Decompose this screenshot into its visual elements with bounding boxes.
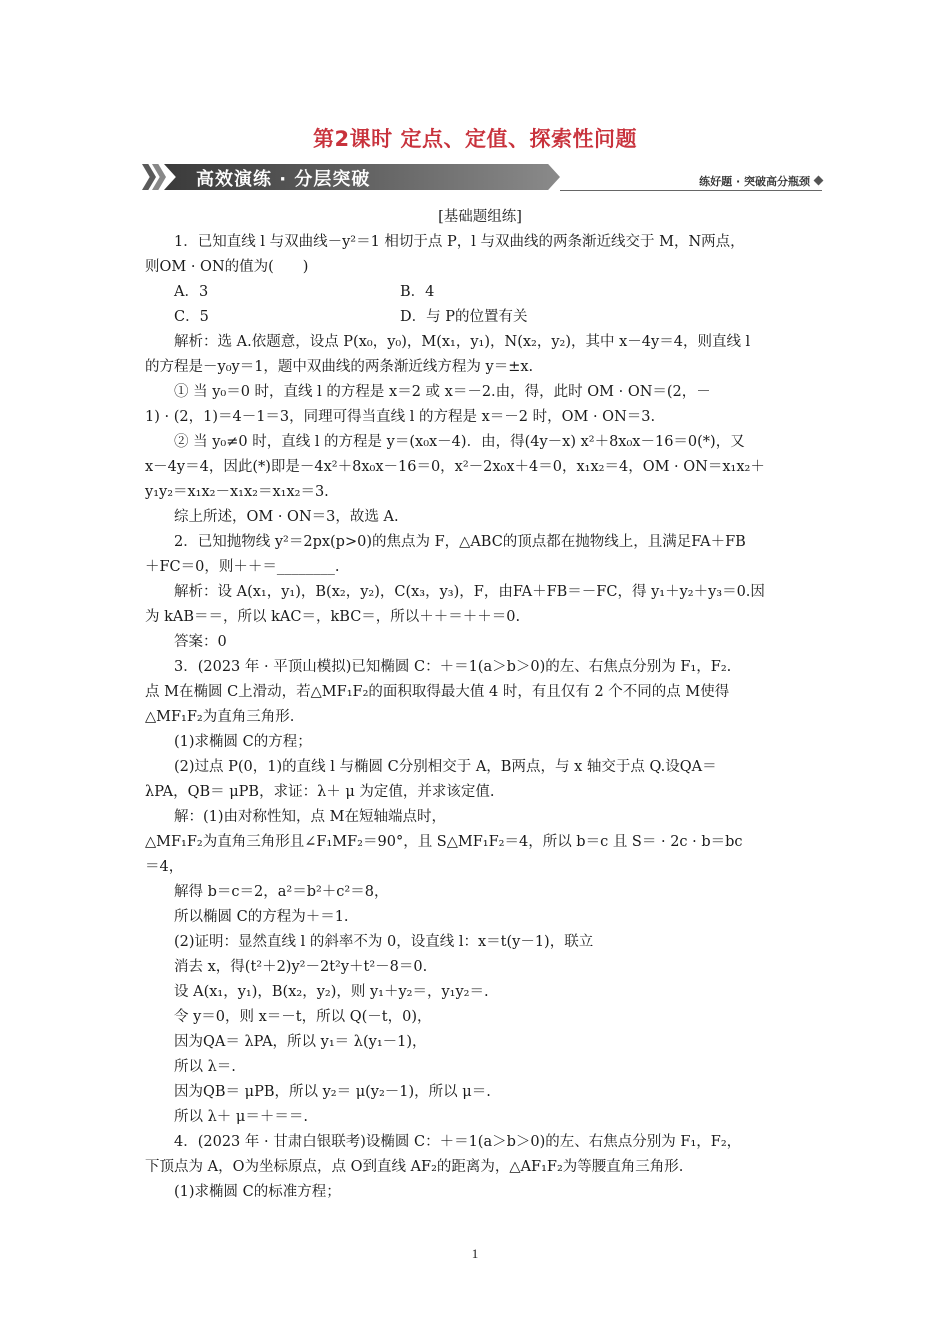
solution-line: 设 A(x₁，y₁)，B(x₂，y₂)，则 y₁＋y₂＝，y₁y₂＝. <box>174 984 489 1000</box>
question-1-options-row2 <box>145 305 815 330</box>
solution-line: ② 当 y₀≠0 时，直线 l 的方程是 y＝(x₀x－4)．由，得(4y－x) x²＋8x₀x－16＝0(*)，又 <box>174 434 745 450</box>
question-2-stem: 2．已知抛物线 y²＝2px(p>0)的焦点为 F，△ABC的顶点都在抛物线上，且满足FA＋FB <box>174 534 746 550</box>
option-c: C．5 <box>174 309 209 325</box>
question-3-stem-cont: △MF₁F₂为直角三角形. <box>145 709 295 725</box>
solution-line: ① 当 y₀＝0 时，直线 l 的方程是 x＝2 或 x＝－2.由，得，此时 OM · ON＝(2，－ <box>174 384 711 400</box>
solution-line: x－4y＝4，因此(*)即是－4x²＋8x₀x－16＝0，x²－2x₀x＋4＝0，x₁x₂＝4，OM · ON＝x₁x₂＋ <box>145 459 765 475</box>
solution-line: 因为QA＝ λPA，所以 y₁＝ λ(y₁－1)， <box>174 1034 427 1050</box>
solution-line: y₁y₂＝x₁x₂－x₁x₂＝x₁x₂＝3. <box>145 484 329 500</box>
chevron-decoration-icon <box>142 164 156 190</box>
section-banner <box>142 160 822 194</box>
solution-line: 因为QB＝ μPB，所以 y₂＝ μ(y₂－1)，所以 μ＝. <box>174 1084 491 1100</box>
answer-line: 答案：0 <box>174 634 227 650</box>
page-number: 1 <box>471 1246 479 1261</box>
question-4-stem-cont: 下顶点为 A，O为坐标原点，点 O到直线 AF₂的距离为，△AF₁F₂为等腰直角三角形. <box>145 1159 684 1175</box>
solution-line: 消去 x，得(t²＋2)y²－2t²y＋t²－8＝0. <box>174 959 428 975</box>
banner-rule <box>560 190 822 191</box>
diamond-icon <box>814 176 824 186</box>
option-d: D．与 P的位置有关 <box>400 309 528 325</box>
solution-line: 令 y＝0，则 x＝－t，所以 Q(－t，0)， <box>174 1009 432 1025</box>
solution-line: 所以椭圆 C的方程为＋＝1. <box>174 909 349 925</box>
question-4-stem: 4．(2023 年 · 甘肃白银联考)设椭圆 C：＋＝1(a＞b＞0)的左、右焦点分别为 F₁，F₂， <box>174 1134 742 1150</box>
solution-line: 综上所述，OM · ON＝3，故选 A. <box>174 509 399 525</box>
solution-line: 解：(1)由对称性知，点 M在短轴端点时， <box>174 809 446 825</box>
option-a: A．3 <box>174 284 209 300</box>
solution-line: (2)证明：显然直线 l 的斜率不为 0，设直线 l：x＝t(y－1)，联立 <box>174 934 594 950</box>
solution-line: 解析：设 A(x₁，y₁)，B(x₂，y₂)，C(x₃，y₃)，F，由FA＋FB＝－FC，得 y₁＋y₂＋y₃＝0.因 <box>174 584 765 600</box>
question-3-stem-cont: 点 M在椭圆 C上滑动，若△MF₁F₂的面积取得最大值 4 时，有且仅有 2 个不同的点 M使得 <box>145 684 730 700</box>
option-b: B．4 <box>400 284 435 300</box>
banner-label: 高效演练 · 分层突破 <box>196 169 371 190</box>
page-title: 第2课时 定点、定值、探索性问题 <box>313 127 637 151</box>
question-3-part-2-cont: λPA，QB＝ μPB，求证：λ＋ μ 为定值，并求该定值. <box>145 784 495 800</box>
solution-line: 1) · (2，1)＝4－1＝3，同理可得当直线 l 的方程是 x＝－2 时，OM · ON＝3. <box>145 409 656 425</box>
question-3-stem: 3．(2023 年 · 平顶山模拟)已知椭圆 C：＋＝1(a＞b＞0)的左、右焦点分别为 F₁，F₂. <box>174 659 732 675</box>
question-3-part-2: (2)过点 P(0，1)的直线 l 与椭圆 C分别相交于 A，B两点，与 x 轴交于点 Q.设QA＝ <box>174 759 717 775</box>
solution-line: 所以 λ＝. <box>174 1059 236 1075</box>
solution-line: 解析：选 A.依题意，设点 P(x₀，y₀)，M(x₁，y₁)，N(x₂，y₂)，其中 x－4y＝4，则直线 l <box>174 334 751 350</box>
solution-line: 解得 b＝c＝2，a²＝b²＋c²＝8， <box>174 884 389 900</box>
question-3-part-1: (1)求椭圆 C的方程； <box>174 734 312 750</box>
question-1-stem-cont: 则OM · ON的值为( ) <box>145 259 309 275</box>
banner-slogan: 练好题 · 突破高分瓶颈 <box>699 175 810 188</box>
solution-line: 的方程是－y₀y＝1，题中双曲线的两条渐近线方程为 y＝±x. <box>145 359 534 375</box>
question-2-stem-cont: ＋FC＝0，则＋＋＝________. <box>145 559 340 575</box>
question-1-options-row1 <box>145 280 815 305</box>
document-body <box>145 205 815 1205</box>
question-1-stem: 1．已知直线 l 与双曲线－y²＝1 相切于点 P，l 与双曲线的两条渐近线交于 M，N两点， <box>174 234 745 250</box>
solution-line: 所以 λ＋ μ＝＋＝＝. <box>174 1109 308 1125</box>
solution-line: 为 kAB＝＝，所以 kAC＝，kBC＝，所以＋＋＝＋＋＝0. <box>145 609 521 625</box>
solution-line: △MF₁F₂为直角三角形且∠F₁MF₂＝90°，且 S△MF₁F₂＝4，所以 b＝c 且 S＝ · 2c · b＝bc <box>145 834 743 850</box>
section-heading: [基础题组练] <box>438 209 522 225</box>
question-4-part-1: (1)求椭圆 C的标准方程； <box>174 1184 341 1200</box>
solution-line: ＝4， <box>145 859 184 875</box>
